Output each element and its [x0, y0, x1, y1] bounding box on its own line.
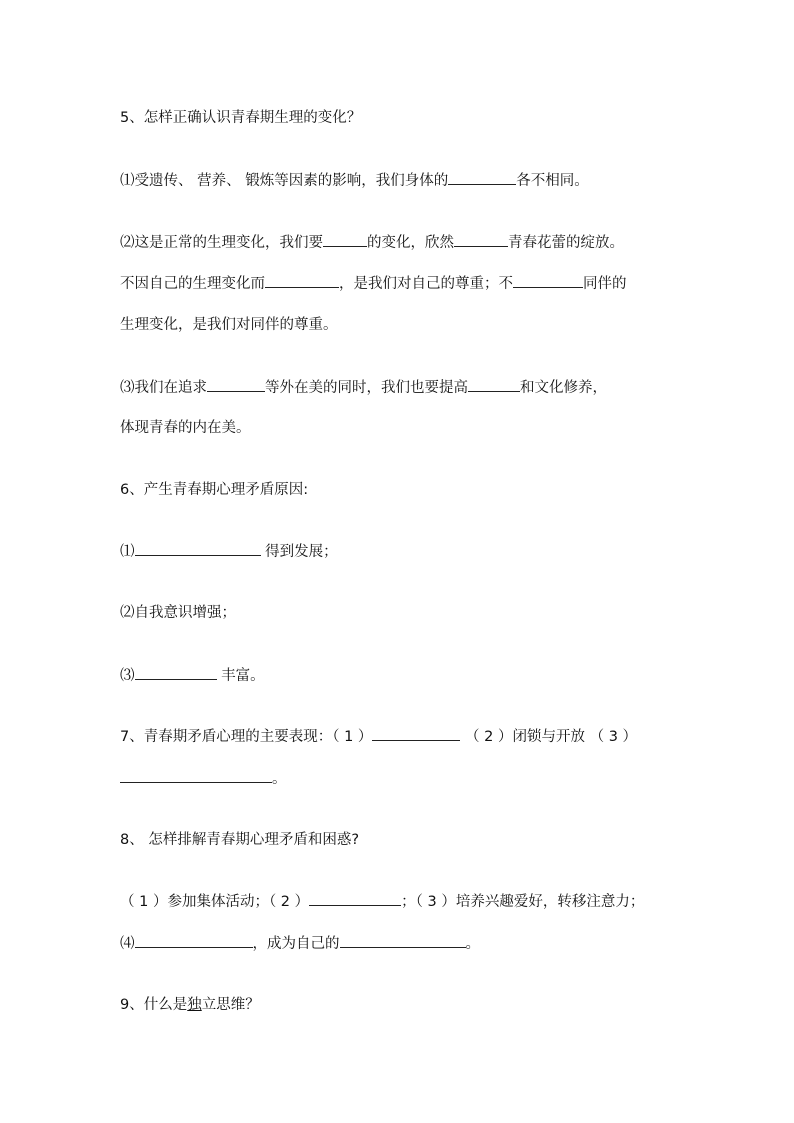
answer-blank[interactable] [340, 933, 466, 948]
answer-blank[interactable] [135, 541, 261, 556]
q6-p1-text-a: ⑴ [120, 544, 135, 560]
q8-text-a: （ 1 ）参加集体活动；（ 2 ） [120, 894, 310, 910]
q8-l2-text-a: ⑷ [120, 936, 135, 952]
answer-blank[interactable] [323, 232, 367, 247]
answer-blank[interactable] [448, 170, 516, 185]
answer-blank[interactable] [135, 665, 217, 680]
q6-p3-text-a: ⑶ [120, 668, 135, 684]
q5-p3-text-b: 等外在美的同时，我们也要提高 [265, 380, 468, 396]
q6-p3 [120, 665, 265, 686]
q5-p2l2-text-a: 不因自己的生理变化而 [120, 276, 265, 292]
q7-line2 [120, 768, 287, 789]
q7-text-b: （ 2 ）闭锁与开放 （ 3 ） [460, 729, 638, 745]
q5-p2-text-b: 的变化，欣然 [367, 235, 454, 251]
q5-title: 5、怎样正确认识青春期生理的变化？ [120, 110, 362, 126]
q5-p3-text-a: ⑶我们在追求 [120, 380, 207, 396]
q8-line2 [120, 933, 480, 954]
q5-p1 [120, 170, 589, 191]
q9-text-c: 立思维？ [201, 997, 260, 1013]
q5-p2-line1 [120, 232, 624, 253]
q6-p1 [120, 541, 338, 562]
q6-p1-text-b: 得到发展； [260, 544, 338, 560]
q7-l2-text: 。 [272, 771, 287, 787]
answer-blank[interactable] [135, 933, 253, 948]
q5-p2-text-a: ⑵这是正常的生理变化，我们要 [120, 235, 323, 251]
answer-blank[interactable] [309, 891, 401, 906]
q6-title: 6、产生青春期心理矛盾原因: [120, 482, 309, 498]
q8-l2-text-b: ，成为自己的 [252, 936, 340, 952]
answer-blank[interactable] [120, 768, 272, 783]
q5-p2-text-c: 青春花蕾的绽放。 [508, 235, 624, 251]
q8-l2-text-c: 。 [465, 936, 480, 952]
q6-p2: ⑵自我意识增强； [120, 605, 236, 621]
q9-underlined-char: 独 [187, 997, 202, 1013]
q8-line1 [120, 891, 644, 912]
q8-title: 8、 怎样排解青春期心理矛盾和困惑? [120, 832, 360, 848]
q5-p2l2-text-b: ，是我们对自己的尊重；不 [339, 276, 513, 292]
q8-text-b: ；（ 3 ）培养兴趣爱好，转移注意力； [401, 894, 645, 910]
q5-p2l2-text-c: 同伴的 [583, 276, 627, 292]
answer-blank[interactable] [454, 232, 508, 247]
q7-line1 [120, 726, 637, 747]
q5-p3-line2: 体现青春的内在美。 [120, 420, 251, 436]
q5-p2-line3: 生理变化，是我们对同伴的尊重。 [120, 317, 338, 333]
answer-blank[interactable] [372, 726, 460, 741]
answer-blank[interactable] [207, 377, 265, 392]
q6-p3-text-b: 丰富。 [216, 668, 265, 684]
q5-p1-text-b: 各不相同。 [516, 173, 589, 189]
answer-blank[interactable] [468, 377, 520, 392]
q5-p3-text-c: 和文化修养， [520, 380, 607, 396]
q5-p1-text-a: ⑴受遗传、 营养、 锻炼等因素的影响，我们身体的 [120, 173, 449, 189]
q9-text-a: 9、什么是 [120, 997, 188, 1013]
q9-title [120, 995, 260, 1015]
q5-p2-line2 [120, 273, 627, 294]
q5-p3-line1 [120, 377, 607, 398]
answer-blank[interactable] [513, 273, 583, 288]
answer-blank[interactable] [265, 273, 339, 288]
q7-text-a: 7、青春期矛盾心理的主要表现：（ 1 ） [120, 729, 373, 745]
